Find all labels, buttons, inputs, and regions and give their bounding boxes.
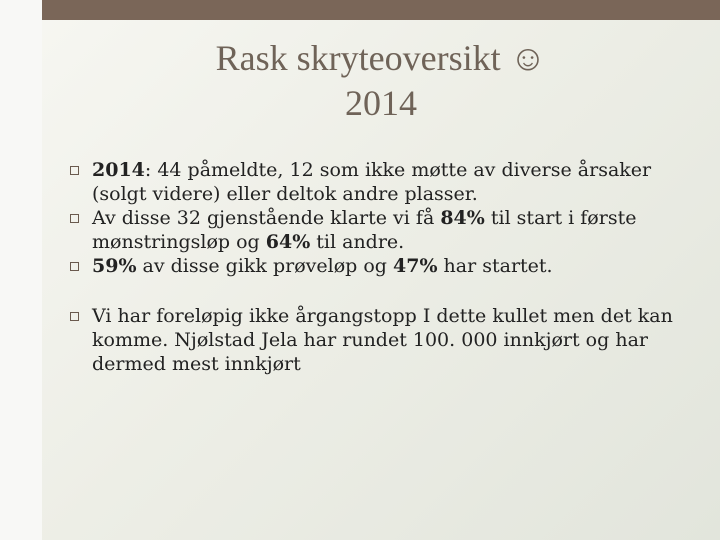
- bullet-text: har startet.: [437, 255, 553, 277]
- left-margin-strip: [0, 0, 42, 540]
- bullet-list: [70, 158, 690, 376]
- bullet-item-trial-rates: [70, 254, 690, 278]
- bullet-text: Av disse 32 gjenstående klarte vi få: [92, 207, 441, 229]
- bullet-percent: 47%: [393, 255, 438, 277]
- square-bullet-icon: [70, 214, 79, 223]
- bullet-text: til start i første mønstringsløp og: [92, 207, 637, 253]
- bullet-percent: 84%: [440, 207, 485, 229]
- slide-title-line1: Rask skryteoversikt ☺: [215, 38, 547, 78]
- square-bullet-icon: [70, 312, 79, 321]
- bullet-percent: 64%: [265, 231, 311, 253]
- bullet-text: : 44 påmeldte, 12 som ikke møtte av diverse årsaker (solgt videre) eller deltok andre plasser.: [92, 159, 652, 205]
- bullet-item-start-rates: [70, 206, 690, 254]
- bullet-year: 2014: [92, 159, 145, 181]
- square-bullet-icon: [70, 166, 79, 175]
- bullet-percent: 59%: [92, 255, 137, 277]
- bullet-item-2014-summary: [70, 158, 690, 206]
- bullet-text: Vi har foreløpig ikke årgangstopp I dette kullet men det kan komme. Njølstad Jela har rundet 100. 000 innkjørt og har dermed mest innkjørt: [92, 305, 673, 375]
- slide-title: [42, 36, 720, 126]
- bullet-item-year-peak: [70, 304, 690, 376]
- bullet-text: til andre.: [310, 231, 405, 253]
- bullet-text: av disse gikk prøveløp og: [136, 255, 393, 277]
- slide-title-line2: 2014: [345, 83, 417, 123]
- top-accent-bar: [42, 0, 720, 20]
- square-bullet-icon: [70, 262, 79, 271]
